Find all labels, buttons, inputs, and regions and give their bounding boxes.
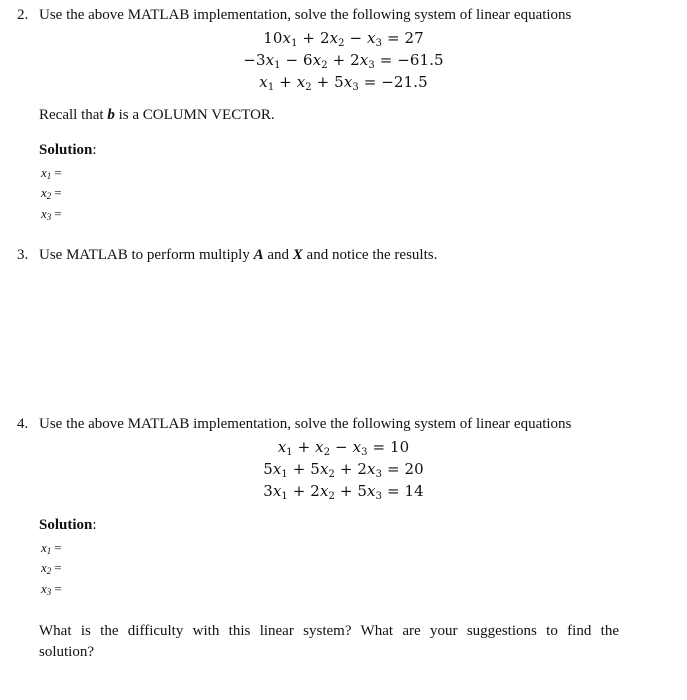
q4-x2-answer: $x_2$ = [41, 560, 62, 576]
q2-x3-answer: $x_3$ = [41, 206, 62, 222]
q4-followup-line-1: What is the difficulty with this linear system? What are your suggestions to find the [39, 623, 619, 639]
q2-equation-2: $-3x_1 - 6x_2 + 2x_3 = -61.5$ [243, 51, 444, 71]
q4-equation-1: $x_1 + x_2 - x_3 = 10$ [277, 438, 410, 458]
q4-number: 4. [17, 416, 29, 432]
q2-recall-note: Recall that b is a COLUMN VECTOR. [39, 107, 275, 123]
q4-x3-answer: $x_3$ = [41, 581, 62, 597]
q2-equation-3: $x_1 + x_2 + 5x_3 = -21.5$ [259, 73, 428, 93]
q2-number: 2. [17, 7, 29, 23]
q2-x1-answer: $x_1$ = [41, 165, 62, 181]
q4-solution-heading: Solution: [39, 517, 97, 533]
q2-solution-heading: Solution: [39, 142, 97, 158]
q3-prompt: Use MATLAB to perform multiply A and X and notice the results. [39, 247, 438, 263]
q4-equation-3: $3x_1 + 2x_2 + 5x_3 = 14$ [263, 482, 424, 502]
q4-followup-line-2: solution? [39, 644, 94, 660]
q2-x2-answer: $x_2$ = [41, 185, 62, 201]
q4-followup-question [39, 621, 619, 663]
q4-prompt: Use the above MATLAB implementation, solve the following system of linear equations [39, 416, 572, 432]
q2-prompt: Use the above MATLAB implementation, solve the following system of linear equations [39, 7, 572, 23]
q4-equation-2: $5x_1 + 5x_2 + 2x_3 = 20$ [263, 460, 424, 480]
q4-x1-answer: $x_1$ = [41, 540, 62, 556]
q2-equation-1: $10x_1 + 2x_2 - x_3 = 27$ [263, 29, 424, 49]
q3-number: 3. [17, 247, 29, 263]
